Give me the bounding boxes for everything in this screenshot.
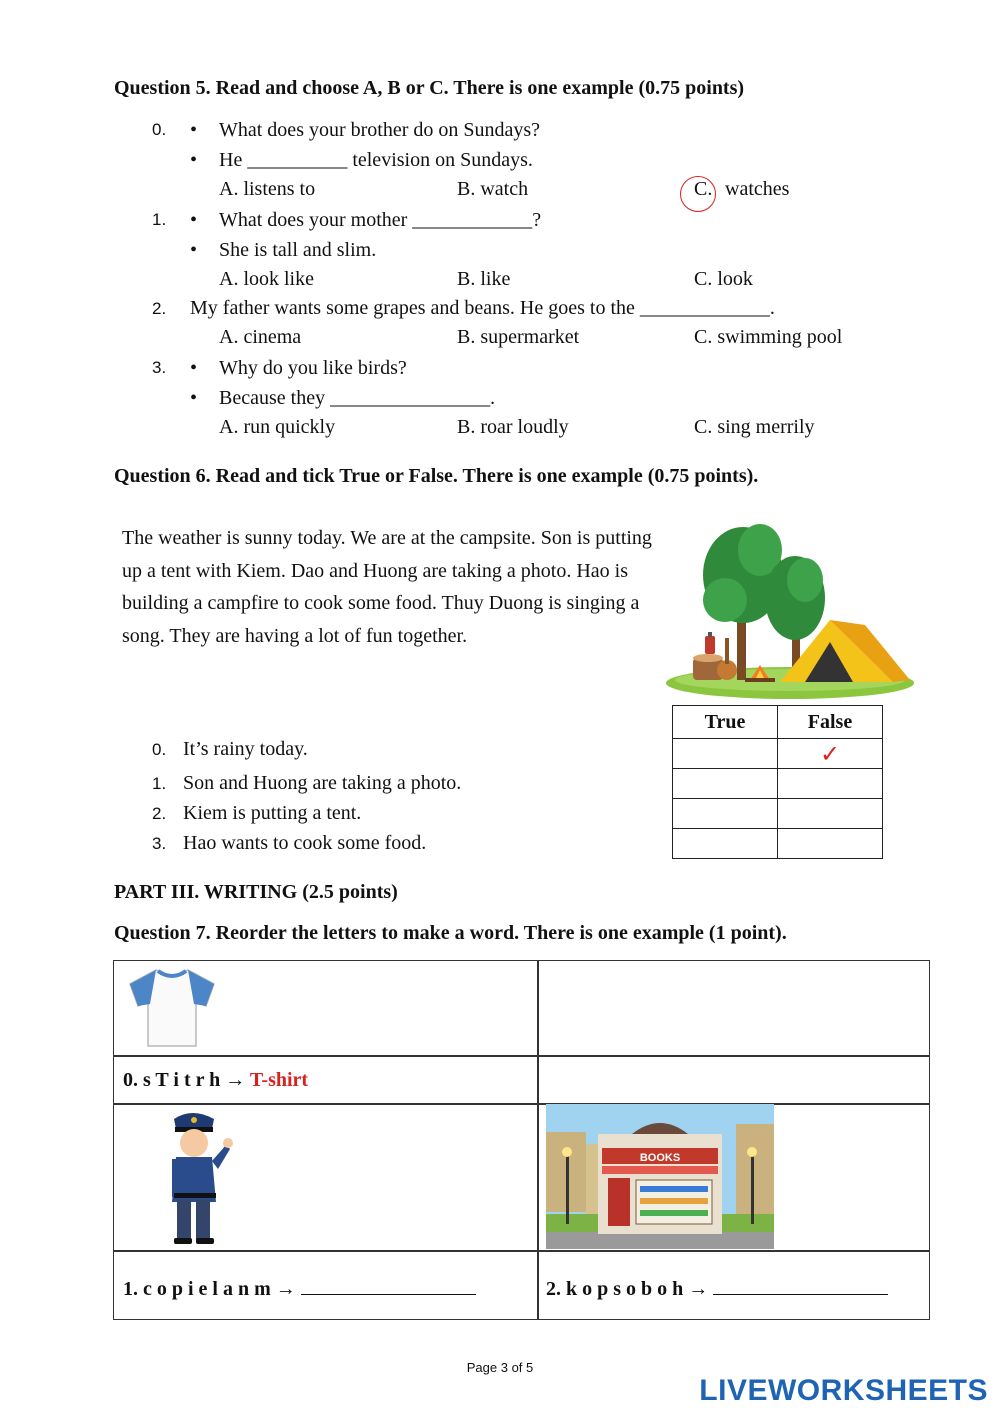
true-false-table <box>672 705 883 859</box>
check-icon: ✓ <box>819 739 841 768</box>
bookshop-image <box>546 1104 774 1249</box>
false-column-header: False <box>778 706 883 739</box>
arrow-icon: → <box>275 1278 296 1300</box>
brand-logo[interactable]: LIVEWORKSHEETS <box>699 1374 988 1407</box>
q6-statement: Kiem is putting a tent. <box>183 802 362 824</box>
question-7-title: Question 7. Reorder the letters to make a word. There is one example (1 point). <box>114 922 787 944</box>
q5-option-b[interactable]: B. supermarket <box>457 326 580 348</box>
q5-item-number: 3. <box>152 358 167 377</box>
item-2-row <box>546 1276 888 1301</box>
q5-option-c[interactable]: C. look <box>694 268 753 290</box>
part-3-title: PART III. WRITING (2.5 points) <box>114 881 398 903</box>
q6-statement-number: 3. <box>152 834 167 853</box>
false-cell[interactable] <box>778 799 883 829</box>
question-5-title: Question 5. Read and choose A, B or C. There is one example (0.75 points) <box>114 77 745 99</box>
bullet: • <box>190 239 198 261</box>
item-2-prompt: 2. k o p s o b o h <box>546 1278 684 1300</box>
books-sign: BOOKS <box>639 1152 681 1164</box>
arrow-icon: → <box>225 1069 246 1091</box>
q5-option-a[interactable]: A. cinema <box>219 326 302 348</box>
bullet: • <box>190 357 198 379</box>
q5-item-number: 1. <box>152 210 167 229</box>
answer-blank-2[interactable] <box>713 1276 888 1295</box>
bullet: • <box>190 119 198 141</box>
page-number: Page 3 of 5 <box>466 1360 534 1375</box>
q5-answer-line: He __________ television on Sundays. <box>219 149 533 171</box>
t-shirt-image <box>126 966 218 1051</box>
q6-statement-number: 1. <box>152 774 167 793</box>
bullet: • <box>190 149 198 171</box>
false-cell[interactable] <box>778 769 883 799</box>
q5-option-b[interactable]: B. roar loudly <box>457 416 569 438</box>
campsite-illustration <box>665 520 915 700</box>
q5-item-number: 2. <box>152 299 167 318</box>
q5-answer-line: She is tall and slim. <box>219 239 377 261</box>
example-row <box>123 1069 308 1092</box>
writing-table <box>113 960 930 1320</box>
q5-option-b[interactable]: B. watch <box>457 178 529 200</box>
q5-question-line: My father wants some grapes and beans. He goes to the _____________. <box>190 297 775 319</box>
q6-statement: It’s rainy today. <box>183 738 308 760</box>
q5-option-c-letter[interactable]: C. <box>694 178 713 200</box>
reading-passage: The weather is sunny today. We are at the campsite. Son is putting up a tent with Kiem. Dao and Huong are taking a photo. Hao is building a campfire to cook some food. Thuy Duong is singing a song. They are having a lot of fun together. <box>122 527 652 647</box>
false-cell[interactable] <box>778 829 883 859</box>
divider <box>537 961 539 1319</box>
bullet: • <box>190 387 198 409</box>
q5-question-line: What does your brother do on Sundays? <box>219 119 541 141</box>
true-column-header: True <box>673 706 778 739</box>
true-cell[interactable] <box>673 829 778 859</box>
divider <box>114 1250 929 1252</box>
item-1-row <box>123 1276 476 1301</box>
q6-statement: Son and Huong are taking a photo. <box>183 772 462 794</box>
q5-option-c-text[interactable]: watches <box>725 178 790 200</box>
true-cell[interactable] <box>673 799 778 829</box>
q5-option-c[interactable]: C. swimming pool <box>694 326 843 348</box>
q6-statement-number: 2. <box>152 804 167 823</box>
q6-statement: Hao wants to cook some food. <box>183 832 427 854</box>
q5-option-c[interactable]: C. sing merrily <box>694 416 815 438</box>
policeman-image <box>156 1107 236 1247</box>
false-cell[interactable] <box>778 739 883 769</box>
q5-question-line: What does your mother ____________? <box>219 209 542 231</box>
arrow-icon: → <box>688 1278 709 1300</box>
q6-statement-number: 0. <box>152 740 167 759</box>
answer-circle-mark <box>680 176 716 212</box>
bullet: • <box>190 209 198 231</box>
divider <box>114 1103 929 1105</box>
q5-option-a[interactable]: A. run quickly <box>219 416 336 438</box>
answer-blank-1[interactable] <box>301 1276 476 1295</box>
example-answer: T-shirt <box>249 1069 309 1091</box>
q5-question-line: Why do you like birds? <box>219 357 407 379</box>
true-cell[interactable] <box>673 739 778 769</box>
q5-answer-line: Because they ________________. <box>219 387 496 409</box>
true-cell[interactable] <box>673 769 778 799</box>
question-6-title: Question 6. Read and tick True or False. There is one example (0.75 points). <box>114 465 759 487</box>
q5-option-a[interactable]: A. look like <box>219 268 314 290</box>
example-prompt: 0. s T i t r h <box>123 1069 221 1091</box>
q5-option-a[interactable]: A. listens to <box>219 178 316 200</box>
q5-item-number: 0. <box>152 120 167 139</box>
item-1-prompt: 1. c o p i e l a n m <box>123 1278 271 1300</box>
q5-option-b[interactable]: B. like <box>457 268 511 290</box>
divider <box>114 1055 929 1057</box>
